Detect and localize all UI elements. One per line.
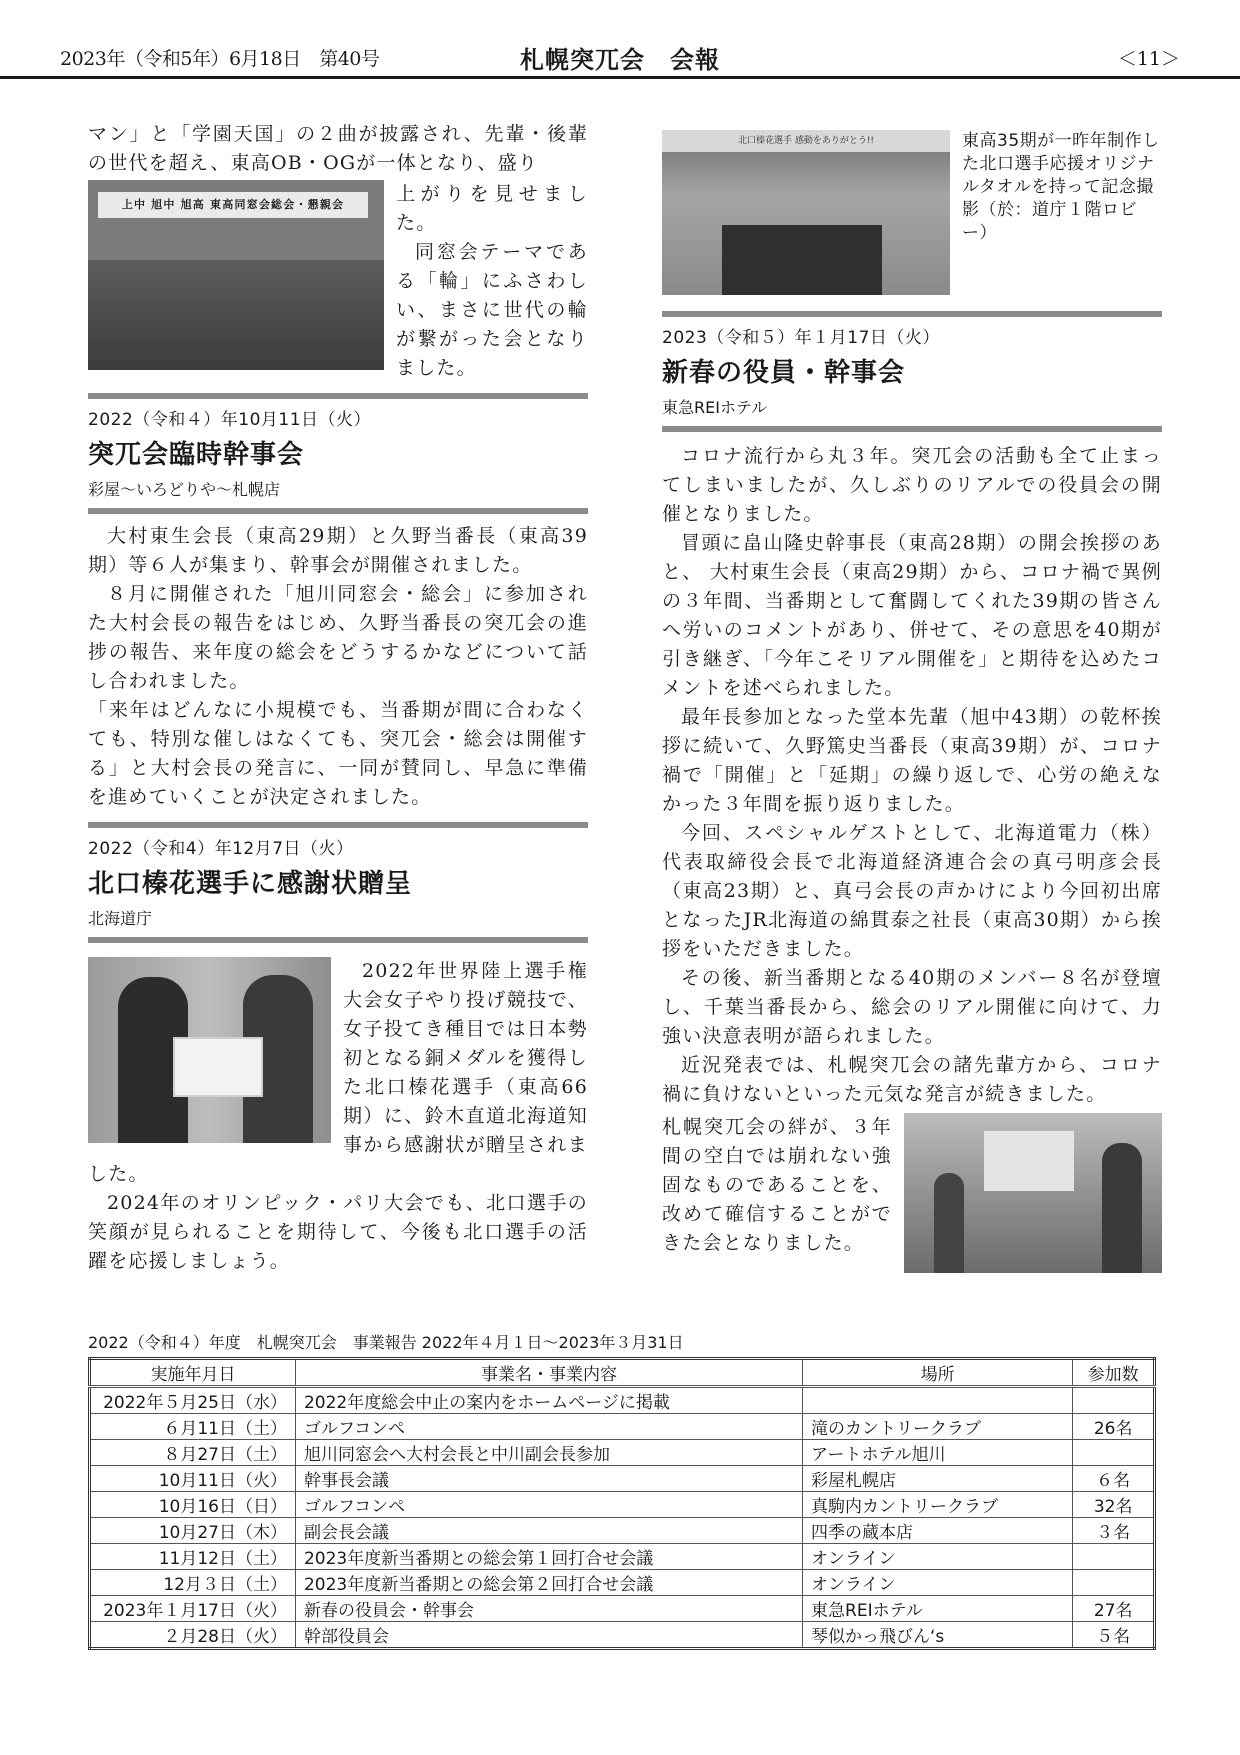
section-venue: 彩屋〜いろどりや〜札幌店 <box>88 480 281 499</box>
table-row <box>90 1466 1155 1492</box>
cell-place: 琴似かっ飛びん‘s <box>803 1622 1073 1649</box>
cell-place: オンライン <box>803 1544 1073 1570</box>
paragraph: 最年長参加となった堂本先輩（旭中43期）の乾杯挨拶に続いて、久野篤史当番長（東高39期）が、コロナ禍で「開催」と「延期」の繰り返しで、心労の絶えなかった３年間を振り返りました。 <box>662 706 1162 815</box>
section-body <box>662 442 1162 1277</box>
cell-date: 10月27日（木） <box>90 1518 296 1544</box>
cell-count: 26名 <box>1073 1414 1155 1440</box>
section-rule-bottom <box>88 937 588 943</box>
cell-date: 12月３日（土） <box>90 1570 296 1596</box>
cell-date: ８月27日（土） <box>90 1440 296 1466</box>
cell-count: ３名 <box>1073 1518 1155 1544</box>
reunion-stage-photo <box>88 180 384 370</box>
certificate <box>173 1037 263 1097</box>
cell-place: オンライン <box>803 1570 1073 1596</box>
section-kitaguchi-award <box>88 822 588 1276</box>
table-row <box>90 1518 1155 1544</box>
issue-info: 2023年（令和5年）6月18日 第40号 <box>60 48 380 70</box>
closing-paragraph: 札幌突兀会の絆が、３年間の空白では崩れない強固なものであることを、改めて確信することができた会となりました。 <box>662 1116 892 1254</box>
header-event: 事業名・事業内容 <box>295 1359 802 1387</box>
cell-event: ゴルフコンペ <box>295 1492 802 1518</box>
person-guest <box>934 1173 964 1273</box>
cell-event: 幹部役員会 <box>295 1622 802 1649</box>
table-row <box>90 1596 1155 1622</box>
section-header <box>88 828 588 937</box>
banner <box>662 130 950 152</box>
banner-text: 上中 旭中 旭高 東高同窓会総会・懇親会 <box>121 198 345 211</box>
page-header <box>0 0 1240 80</box>
section-rule-bottom <box>88 508 588 514</box>
section-date: 2022（令和４）年10月11日（火） <box>88 410 372 430</box>
section-shinshun <box>662 311 1162 1277</box>
cell-place: 滝のカントリークラブ <box>803 1414 1073 1440</box>
activity-report <box>88 1330 1156 1650</box>
right-column <box>662 130 1162 1277</box>
table-row <box>90 1622 1155 1649</box>
cell-date: ６月11日（土） <box>90 1414 296 1440</box>
section-title: 北口榛花選手に感謝状贈呈 <box>88 869 413 899</box>
cell-event: 2023年度新当番期との総会第２回打合せ会議 <box>295 1570 802 1596</box>
cell-count: ５名 <box>1073 1622 1155 1649</box>
paragraph: ８月に開催された「旭川同窓会・総会」に参加された大村会長の報告をはじめ、久野当番長の突兀会の進捗の報告、来年度の総会をどうするかなどについて話し合われました。 <box>88 583 588 692</box>
intro-lead: マン」と「学園天国」の２曲が披露され、先輩・後輩の世代を超え、東高OB・OGが一体となり、盛り <box>88 123 588 174</box>
cell-count <box>1073 1387 1155 1414</box>
cell-count: 32名 <box>1073 1492 1155 1518</box>
toast-photo <box>904 1113 1162 1273</box>
paragraph: 2022年世界陸上選手権大会女子やり投げ競技で、女子投てき種目では日本勢初となる銅メダルを獲得した北口榛花選手（東高66期）に、鈴木直道北海道知事から感謝状が贈呈されました。 <box>88 960 588 1185</box>
cell-event: 2022年度総会中止の案内をホームページに掲載 <box>295 1387 802 1414</box>
section-header <box>662 317 1162 426</box>
paragraph: 2024年のオリンピック・パリ大会でも、北口選手の笑顔が見られることを期待して、今後も北口選手の活躍を応援しましょう。 <box>88 1192 588 1272</box>
paragraph: その後、新当番期となる40期のメンバー８名が登壇し、千葉当番長から、総会のリアル開催に向けて、力強い決意表明が語られました。 <box>662 967 1162 1047</box>
cell-date: ２月28日（火） <box>90 1622 296 1649</box>
intro-side-2: 同窓会テーマである「輪」にふさわしい、まさに世代の輪が繋がった会となりました。 <box>396 241 588 379</box>
header-place: 場所 <box>803 1359 1073 1387</box>
banner <box>98 192 368 218</box>
section-date: 2022（令和4）年12月7日（火） <box>88 839 354 859</box>
cell-place: 東急REIホテル <box>803 1596 1073 1622</box>
cell-date: 10月11日（火） <box>90 1466 296 1492</box>
cell-count: ６名 <box>1073 1466 1155 1492</box>
report-title: 2022（令和４）年度 札幌突兀会 事業報告 2022年４月１日〜2023年３月31日 <box>88 1333 684 1352</box>
section-rule-bottom <box>662 426 1162 432</box>
table-row <box>90 1570 1155 1596</box>
cell-place: 彩屋札幌店 <box>803 1466 1073 1492</box>
section-header <box>88 399 588 508</box>
section-rinji-kanjikai <box>88 393 588 812</box>
award-ceremony-photo <box>88 957 331 1143</box>
paragraph: 「来年はどんなに小規模でも、当番期が間に合わなくても、特別な催しはなくても、突兀会・総会は開催する」と大村会長の発言に、一同が賛同し、早急に準備を進めていくことが決定されました。 <box>88 699 588 808</box>
paragraph: 近況発表では、札幌突兀会の諸先輩方から、コロナ禍に負けないといった元気な発言が続きました。 <box>662 1054 1162 1105</box>
cell-count: 27名 <box>1073 1596 1155 1622</box>
cell-place: アートホテル旭川 <box>803 1440 1073 1466</box>
person-toasting <box>1102 1143 1142 1273</box>
cell-place: 真駒内カントリークラブ <box>803 1492 1073 1518</box>
section-title: 新春の役員・幹事会 <box>662 358 906 388</box>
section-date: 2023（令和５）年１月17日（火） <box>662 328 940 348</box>
intro-block <box>88 120 588 383</box>
cell-place <box>803 1387 1073 1414</box>
intro-side-1: 上がりを見せました。 <box>396 183 588 234</box>
cell-event: 新春の役員会・幹事会 <box>295 1596 802 1622</box>
section-title: 突兀会臨時幹事会 <box>88 440 305 470</box>
group-people <box>722 225 882 295</box>
paragraph: 今回、スペシャルゲストとして、北海道電力（株）代表取締役会長で北海道経済連合会の真弓明彦会長（東高23期）と、真弓会長の声かけにより今回初出席となったJR北海道の綿貫泰之社長（東高30期）から挨拶をいただきました。 <box>662 822 1162 960</box>
table-row <box>90 1387 1155 1414</box>
paragraph: コロナ流行から丸３年。突兀会の活動も全て止まってしまいましたが、久しぶりのリアルでの役員会の開催となりました。 <box>662 445 1162 525</box>
page-number: ＜11＞ <box>1117 48 1180 70</box>
cell-event: ゴルフコンペ <box>295 1414 802 1440</box>
table-row <box>90 1440 1155 1466</box>
cell-count <box>1073 1570 1155 1596</box>
header-date: 実施年月日 <box>90 1359 296 1387</box>
cell-date: 2023年１月17日（火） <box>90 1596 296 1622</box>
cell-date: 2022年５月25日（水） <box>90 1387 296 1414</box>
newsletter-title: 札幌突兀会 会報 <box>520 46 720 74</box>
left-column <box>88 120 588 1276</box>
paragraph: 冒頭に畠山隆史幹事長（東高28期）の開会挨拶のあと、 大村東生会長（東高29期）から、コロナ禍で異例の３年間、当番期として奮闘してくれた39期の皆さんへ労いのコメントがあり、併せて、その意思を40期が引き継ぎ、「今年こそリアル開催を」と期待を込めたコメントを述べられました。 <box>662 532 1162 699</box>
stage-crowd <box>88 260 384 370</box>
lobby-photo-block <box>662 130 1162 299</box>
lobby-group-photo <box>662 130 950 295</box>
cell-event: 副会長会議 <box>295 1518 802 1544</box>
cell-event: 幹事長会議 <box>295 1466 802 1492</box>
paragraph: 大村東生会長（東高29期）と久野当番長（東高39期）等６人が集まり、幹事会が開催されました。 <box>88 525 588 576</box>
section-body <box>88 522 588 812</box>
table-row <box>90 1414 1155 1440</box>
table-header-row <box>90 1359 1155 1387</box>
banner-text: 北口榛花選手 感動をありがとう!! <box>737 136 875 146</box>
cell-place: 四季の蔵本店 <box>803 1518 1073 1544</box>
header-count: 参加数 <box>1073 1359 1155 1387</box>
cell-date: 11月12日（土） <box>90 1544 296 1570</box>
section-body <box>88 957 588 1276</box>
section-venue: 北海道庁 <box>88 909 153 928</box>
header-rule <box>0 76 1240 79</box>
table-row <box>90 1544 1155 1570</box>
cell-event: 旭川同窓会へ大村会長と中川副会長参加 <box>295 1440 802 1466</box>
table-row <box>90 1492 1155 1518</box>
lobby-photo-caption: 東高35期が一昨年制作した北口選手応援オリジナルタオルを持って記念撮影（於：道庁１階ロビー） <box>962 131 1160 243</box>
report-table <box>88 1357 1156 1650</box>
cell-count <box>1073 1544 1155 1570</box>
cell-event: 2023年度新当番期との総会第１回打合せ会議 <box>295 1544 802 1570</box>
screen <box>984 1131 1074 1191</box>
section-venue: 東急REIホテル <box>662 398 768 417</box>
cell-date: 10月16日（日） <box>90 1492 296 1518</box>
cell-count <box>1073 1440 1155 1466</box>
